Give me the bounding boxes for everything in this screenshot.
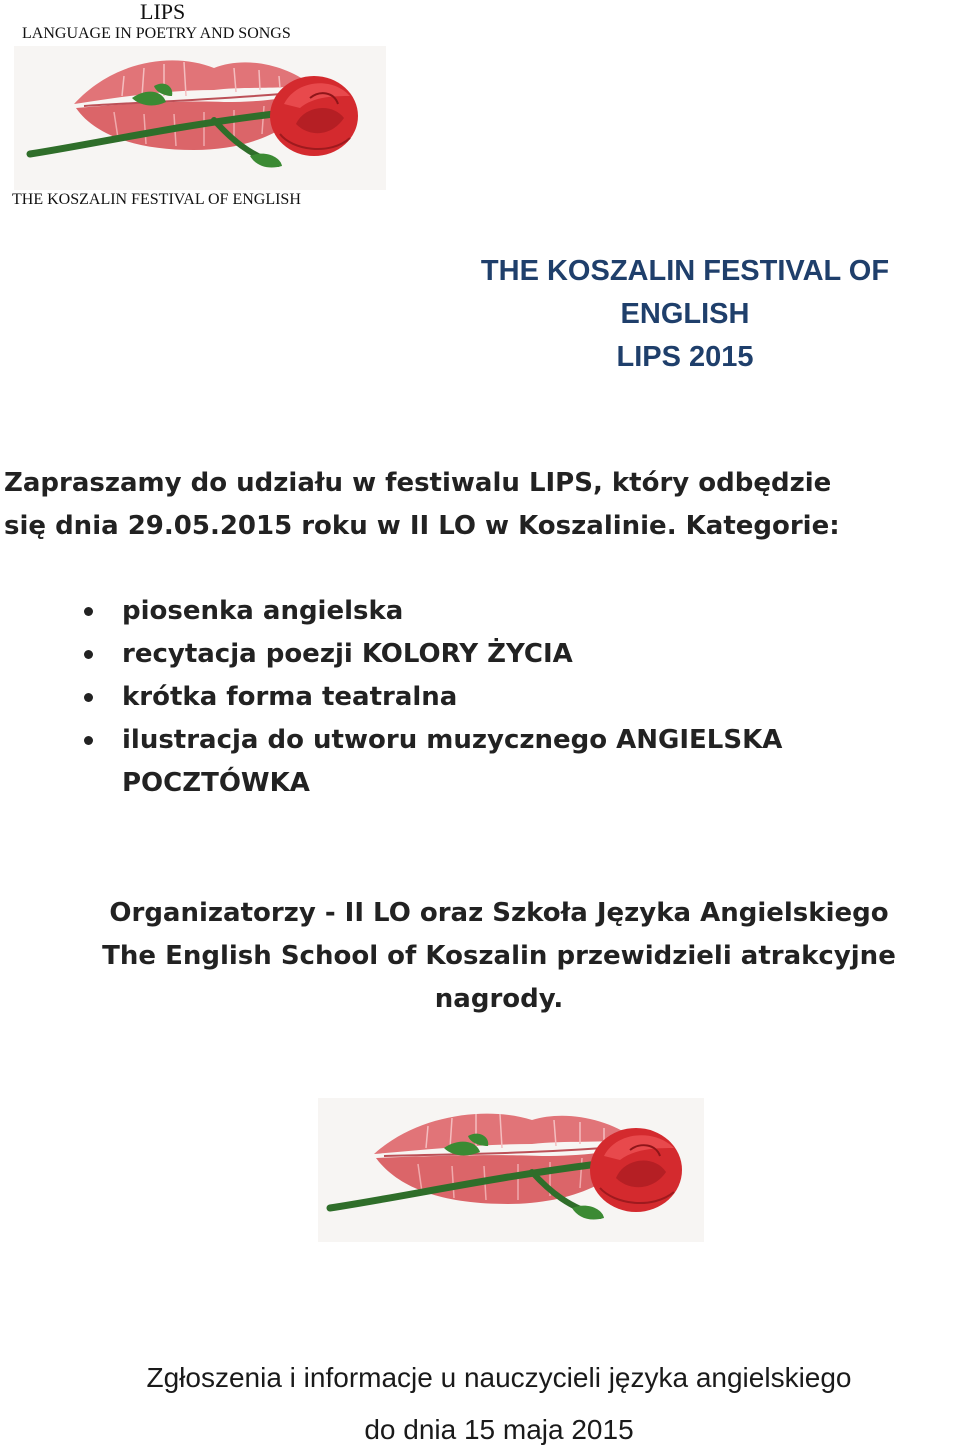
- intro-paragraph: [4, 462, 960, 548]
- lips-rose-image: [318, 1098, 704, 1242]
- festival-title-line: LIPS 2015: [616, 341, 754, 373]
- rose-bloom: [270, 76, 358, 156]
- contact-deadline: do dnia 15 maja 2015: [364, 1414, 634, 1445]
- list-item: [84, 676, 944, 719]
- contact-line: Zgłoszenia i informacje u nauczycieli języka angielskiego: [146, 1362, 852, 1393]
- categories-list: [84, 590, 944, 805]
- bullet-icon: [84, 693, 93, 702]
- festival-title-line: THE KOSZALIN FESTIVAL OF: [480, 255, 890, 287]
- category-text-continuation: POCZTÓWKA: [122, 768, 310, 798]
- category-text: ilustracja do utworu muzycznego ANGIELSKA: [122, 725, 783, 755]
- list-item: [84, 633, 944, 676]
- category-text: recytacja poezji KOLORY ŻYCIA: [122, 639, 573, 669]
- rose-bloom: [590, 1128, 682, 1212]
- list-item: [84, 590, 944, 633]
- festival-title-line: ENGLISH: [620, 298, 750, 330]
- category-text: piosenka angielska: [122, 596, 404, 626]
- lips-rose-logo-image: [14, 46, 386, 190]
- bullet-icon: [84, 607, 93, 616]
- contact-info: [0, 1352, 960, 1456]
- header-title: LIPS: [140, 0, 186, 24]
- organizers-line: nagrody.: [434, 984, 564, 1014]
- intro-line: Zapraszamy do udziału w festiwalu LIPS, który odbędzie: [4, 468, 832, 498]
- organizers-line: Organizatorzy - II LO oraz Szkoła Języka Angielskiego: [109, 898, 889, 928]
- intro-line: się dnia 29.05.2015 roku w II LO w Koszalinie. Kategorie:: [4, 511, 840, 541]
- organizers-line: The English School of Koszalin przewidzieli atrakcyjne: [102, 941, 896, 971]
- list-item: [84, 719, 944, 805]
- category-text: krótka forma teatralna: [122, 682, 458, 712]
- organizers-paragraph: [20, 892, 960, 1021]
- bullet-icon: [84, 736, 93, 745]
- logo-caption: THE KOSZALIN FESTIVAL OF ENGLISH: [12, 191, 301, 208]
- header-subtitle: LANGUAGE IN POETRY AND SONGS: [22, 25, 291, 42]
- bullet-icon: [84, 650, 93, 659]
- festival-title: [380, 250, 960, 379]
